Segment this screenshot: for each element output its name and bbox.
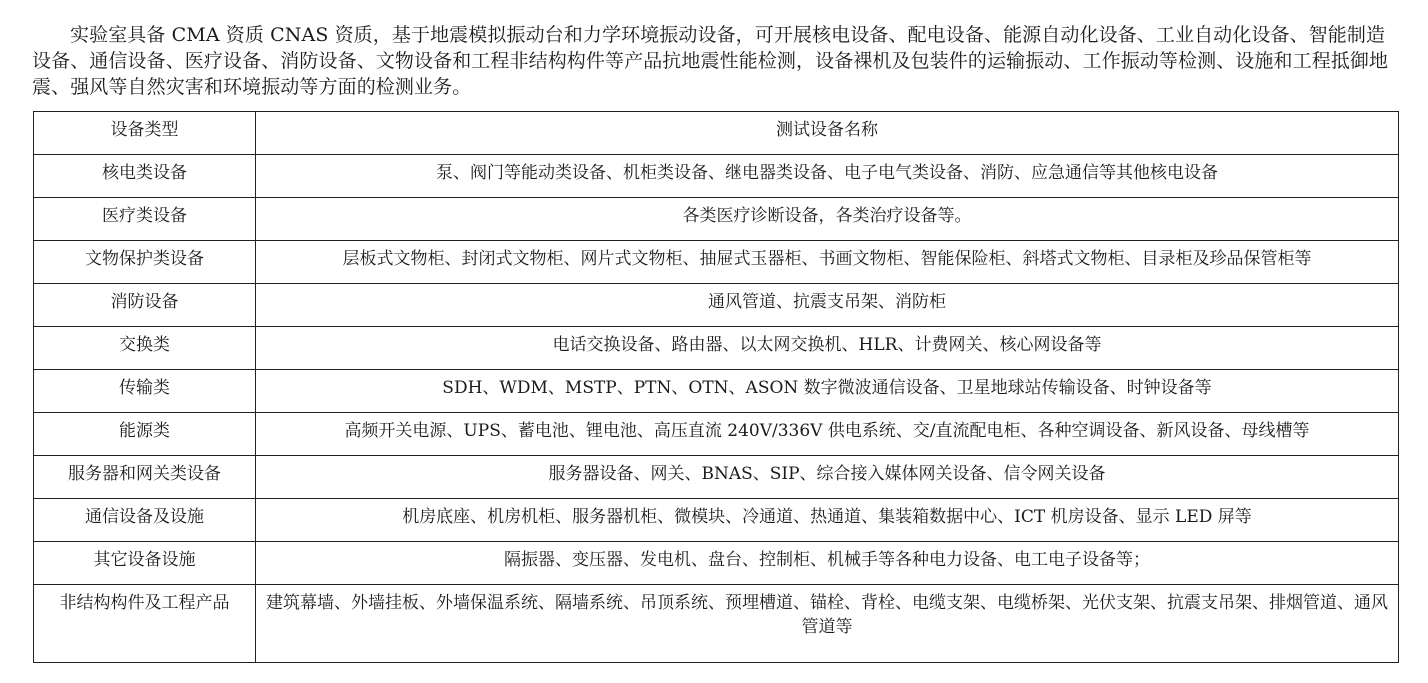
equipment-type-cell: 非结构构件及工程产品 — [34, 585, 256, 663]
table-row — [34, 327, 1399, 370]
equipment-type-cell: 文物保护类设备 — [34, 241, 256, 284]
equipment-name-cell: 建筑幕墙、外墙挂板、外墙保温系统、隔墙系统、吊顶系统、预埋槽道、锚栓、背栓、电缆支架、电缆桥架、光伏支架、抗震支吊架、排烟管道、通风管道等 — [256, 585, 1399, 663]
equipment-type-cell: 医疗类设备 — [34, 198, 256, 241]
table-header-row — [34, 112, 1399, 155]
table-row — [34, 499, 1399, 542]
equipment-name-cell: SDH、WDM、MSTP、PTN、OTN、ASON 数字微波通信设备、卫星地球站传输设备、时钟设备等 — [256, 370, 1399, 413]
equipment-name-cell: 隔振器、变压器、发电机、盘台、控制柜、机械手等各种电力设备、电工电子设备等； — [256, 542, 1399, 585]
header-equipment-type: 设备类型 — [34, 112, 256, 155]
equipment-type-cell: 交换类 — [34, 327, 256, 370]
equipment-name-cell: 电话交换设备、路由器、以太网交换机、HLR、计费网关、核心网设备等 — [256, 327, 1399, 370]
equipment-type-cell: 传输类 — [34, 370, 256, 413]
table-row — [34, 241, 1399, 284]
table-row — [34, 456, 1399, 499]
table-row — [34, 542, 1399, 585]
equipment-type-cell: 服务器和网关类设备 — [34, 456, 256, 499]
equipment-name-cell: 通风管道、抗震支吊架、消防柜 — [256, 284, 1399, 327]
table-row — [34, 370, 1399, 413]
header-test-equipment-name: 测试设备名称 — [256, 112, 1399, 155]
intro-paragraph: 实验室具备 CMA 资质 CNAS 资质，基于地震模拟振动台和力学环境振动设备，可开展核电设备、配电设备、能源自动化设备、工业自动化设备、智能制造设备、通信设备、医疗设备、消防设备、文物设备和工程非结构构件等产品抗地震性能检测，设备裸机及包装件的运输振动、工作振动等检测、设施和工程抵御地震、强风等自然灾害和环境振动等方面的检测业务。 — [32, 24, 1389, 98]
equipment-name-cell: 层板式文物柜、封闭式文物柜、网片式文物柜、抽屉式玉器柜、书画文物柜、智能保险柜、斜塔式文物柜、目录柜及珍品保管柜等 — [256, 241, 1399, 284]
table-row — [34, 284, 1399, 327]
equipment-type-cell: 能源类 — [34, 413, 256, 456]
equipment-type-cell: 核电类设备 — [34, 155, 256, 198]
table-row — [34, 413, 1399, 456]
equipment-table — [33, 111, 1399, 663]
equipment-name-cell: 服务器设备、网关、BNAS、SIP、综合接入媒体网关设备、信令网关设备 — [256, 456, 1399, 499]
table-row — [34, 155, 1399, 198]
table-row — [34, 585, 1399, 663]
equipment-name-cell: 高频开关电源、UPS、蓄电池、锂电池、高压直流 240V/336V 供电系统、交/直流配电柜、各种空调设备、新风设备、母线槽等 — [256, 413, 1399, 456]
equipment-name-cell: 各类医疗诊断设备，各类治疗设备等。 — [256, 198, 1399, 241]
equipment-type-cell: 消防设备 — [34, 284, 256, 327]
equipment-name-cell: 泵、阀门等能动类设备、机柜类设备、继电器类设备、电子电气类设备、消防、应急通信等其他核电设备 — [256, 155, 1399, 198]
table-row — [34, 198, 1399, 241]
equipment-type-cell: 通信设备及设施 — [34, 499, 256, 542]
equipment-name-cell: 机房底座、机房机柜、服务器机柜、微模块、冷通道、热通道、集装箱数据中心、ICT 机房设备、显示 LED 屏等 — [256, 499, 1399, 542]
equipment-type-cell: 其它设备设施 — [34, 542, 256, 585]
